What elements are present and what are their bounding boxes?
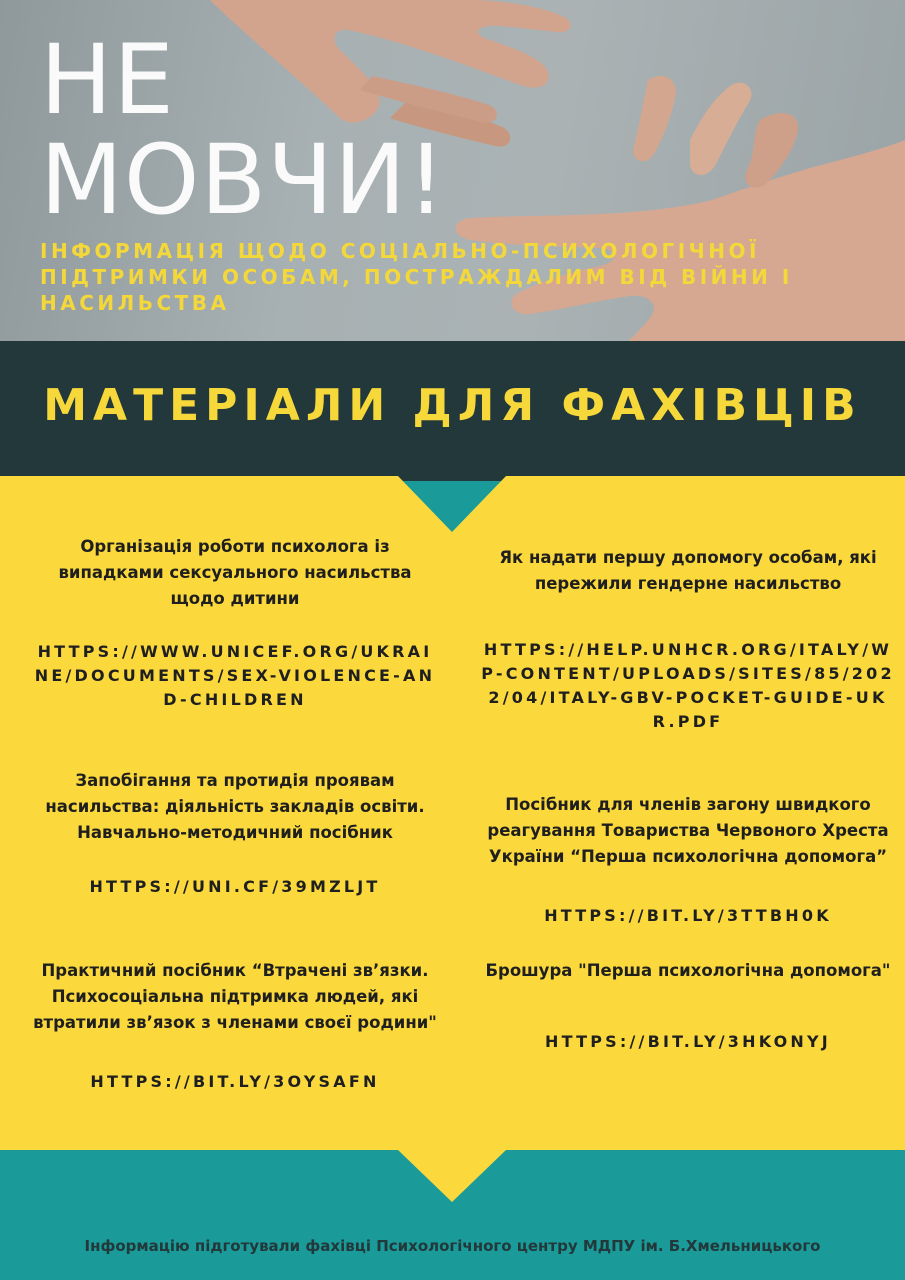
material-link[interactable]: HTTPS://HELP.UNHCR.ORG/ITALY/WP-CONTENT/UPLOADS/SITES/85/2022/04/ITALY-GBV-POCKET-GUIDE-UKR.PDF bbox=[481, 640, 895, 731]
footer-credit: Інформацію підготували фахівці Психологічного центру МДПУ ім. Б.Хмельницького bbox=[84, 1237, 821, 1255]
material-link[interactable]: HTTPS://BIT.LY/3TTBH0K bbox=[544, 906, 832, 925]
material-title: Як надати першу допомогу особам, які пережили гендерне насильство bbox=[499, 548, 877, 593]
title-line-1: НЕ bbox=[40, 24, 175, 136]
page-title bbox=[40, 24, 447, 236]
page-subtitle: ІНФОРМАЦІЯ ЩОДО СОЦІАЛЬНО-ПСИХОЛОГІЧНОЇ ПІДТРИМКИ ОСОБАМ, ПОСТРАЖДАЛИМ ВІД ВІЙНИ І НАСИЛЬСТВА bbox=[40, 239, 793, 315]
material-link[interactable]: HTTPS://BIT.LY/3HKONYJ bbox=[545, 1032, 831, 1051]
material-link[interactable]: HTTPS://WWW.UNICEF.ORG/UKRAINE/DOCUMENTS/SEX-VIOLENCE-AND-CHILDREN bbox=[34, 642, 436, 709]
material-title: Посібник для членів загону швидкого реагування Товариства Червоного Хреста України “Перша психологічна допомога” bbox=[487, 795, 889, 866]
section-title: МАТЕРІАЛИ ДЛЯ ФАХІВЦІВ bbox=[43, 380, 862, 431]
material-title: Організація роботи психолога із випадками сексуального насильства щодо дитини bbox=[58, 537, 412, 608]
material-link[interactable]: HTTPS://BIT.LY/3OYSAFN bbox=[90, 1072, 380, 1091]
material-title: Запобігання та протидія проявам насильства: діяльність закладів освіти. Навчально-методичний посібник bbox=[45, 771, 425, 842]
material-link[interactable]: HTTPS://UNI.CF/39MZLJT bbox=[89, 877, 381, 896]
material-title: Практичний посібник “Втрачені зв’язки. Психосоціальна підтримка людей, які втратили зв’язок з членами своєї родини" bbox=[33, 961, 437, 1032]
title-line-2: МОВЧИ! bbox=[40, 124, 447, 236]
material-title: Брошура "Перша психологічна допомога" bbox=[485, 961, 891, 980]
hero-banner bbox=[0, 0, 905, 343]
